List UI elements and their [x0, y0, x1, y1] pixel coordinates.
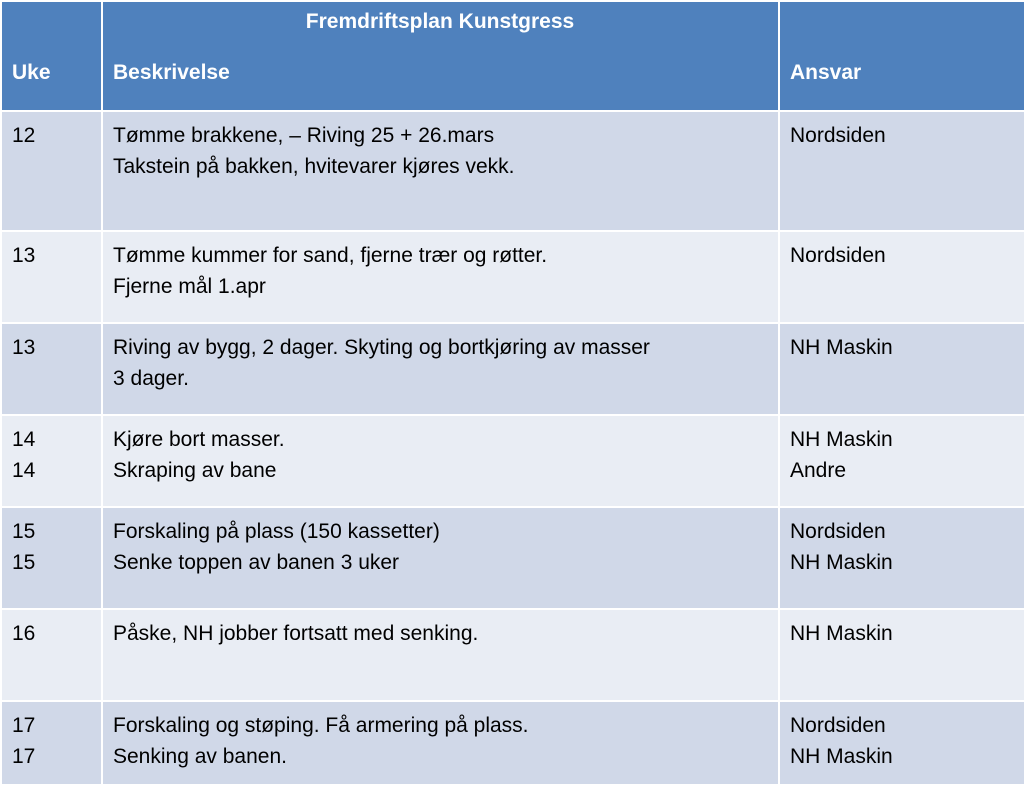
uke-line: 15: [12, 551, 36, 574]
beskrivelse-line: Skraping av bane: [113, 459, 277, 482]
uke-line: 17: [12, 745, 36, 768]
cell-beskrivelse: [102, 609, 779, 701]
ansvar-line: Nordsiden: [790, 244, 886, 267]
table-row: [1, 415, 1024, 507]
table-title: Fremdriftsplan Kunstgress: [305, 10, 575, 33]
table-row: [1, 609, 1024, 701]
cell-beskrivelse: [102, 701, 779, 785]
cell-uke: [1, 701, 102, 785]
ansvar-line: NH Maskin: [790, 336, 893, 359]
table-row: [1, 323, 1024, 415]
cell-uke: [1, 111, 102, 231]
beskrivelse-line: Fjerne mål 1.apr: [113, 275, 266, 298]
uke-line: 14: [12, 428, 36, 451]
beskrivelse-line: Forskaling på plass (150 kassetter): [113, 520, 440, 543]
beskrivelse-line: Senke toppen av banen 3 uker: [113, 551, 400, 574]
ansvar-line: NH Maskin: [790, 622, 893, 645]
cell-uke: [1, 323, 102, 415]
ansvar-line: Nordsiden: [790, 520, 886, 543]
ansvar-line: NH Maskin: [790, 745, 893, 768]
cell-uke: [1, 507, 102, 609]
cell-beskrivelse: [102, 111, 779, 231]
beskrivelse-line: Kjøre bort masser.: [113, 428, 285, 451]
beskrivelse-line: Riving av bygg, 2 dager. Skyting og bortkjøring av masser: [113, 336, 650, 359]
table-row: [1, 507, 1024, 609]
cell-ansvar: [779, 609, 1024, 701]
header-beskrivelse-label: Beskrivelse: [113, 61, 230, 84]
ansvar-line: Andre: [790, 459, 847, 482]
uke-line: 13: [12, 244, 36, 267]
cell-beskrivelse: [102, 231, 779, 323]
cell-ansvar: [779, 231, 1024, 323]
cell-ansvar: [779, 507, 1024, 609]
cell-ansvar: [779, 415, 1024, 507]
beskrivelse-line: Forskaling og støping. Få armering på plass.: [113, 714, 529, 737]
uke-line: 16: [12, 622, 36, 645]
cell-beskrivelse: [102, 323, 779, 415]
beskrivelse-line: Takstein på bakken, hvitevarer kjøres vekk.: [113, 155, 515, 178]
beskrivelse-line: 3 dager.: [113, 367, 189, 390]
ansvar-line: NH Maskin: [790, 428, 893, 451]
beskrivelse-line: Senking av banen.: [113, 745, 287, 768]
header-uke: Uke: [1, 1, 102, 111]
ansvar-line: Nordsiden: [790, 714, 886, 737]
cell-uke: [1, 415, 102, 507]
ansvar-line: NH Maskin: [790, 551, 893, 574]
table-row: [1, 231, 1024, 323]
beskrivelse-line: Tømme kummer for sand, fjerne trær og røtter.: [113, 244, 548, 267]
uke-line: 13: [12, 336, 36, 359]
uke-line: 14: [12, 459, 36, 482]
beskrivelse-line: Påske, NH jobber fortsatt med senking.: [113, 622, 479, 645]
uke-line: 17: [12, 714, 36, 737]
table-row: [1, 701, 1024, 785]
uke-line: 15: [12, 520, 36, 543]
cell-uke: [1, 609, 102, 701]
ansvar-line: Nordsiden: [790, 124, 886, 147]
cell-beskrivelse: [102, 415, 779, 507]
cell-ansvar: [779, 323, 1024, 415]
header-ansvar: Ansvar: [779, 1, 1024, 111]
cell-beskrivelse: [102, 507, 779, 609]
uke-line: 12: [12, 124, 36, 147]
beskrivelse-line: Tømme brakkene, – Riving 25 + 26.mars: [113, 124, 495, 147]
cell-uke: [1, 231, 102, 323]
cell-ansvar: [779, 111, 1024, 231]
cell-ansvar: [779, 701, 1024, 785]
table-row: [1, 111, 1024, 231]
